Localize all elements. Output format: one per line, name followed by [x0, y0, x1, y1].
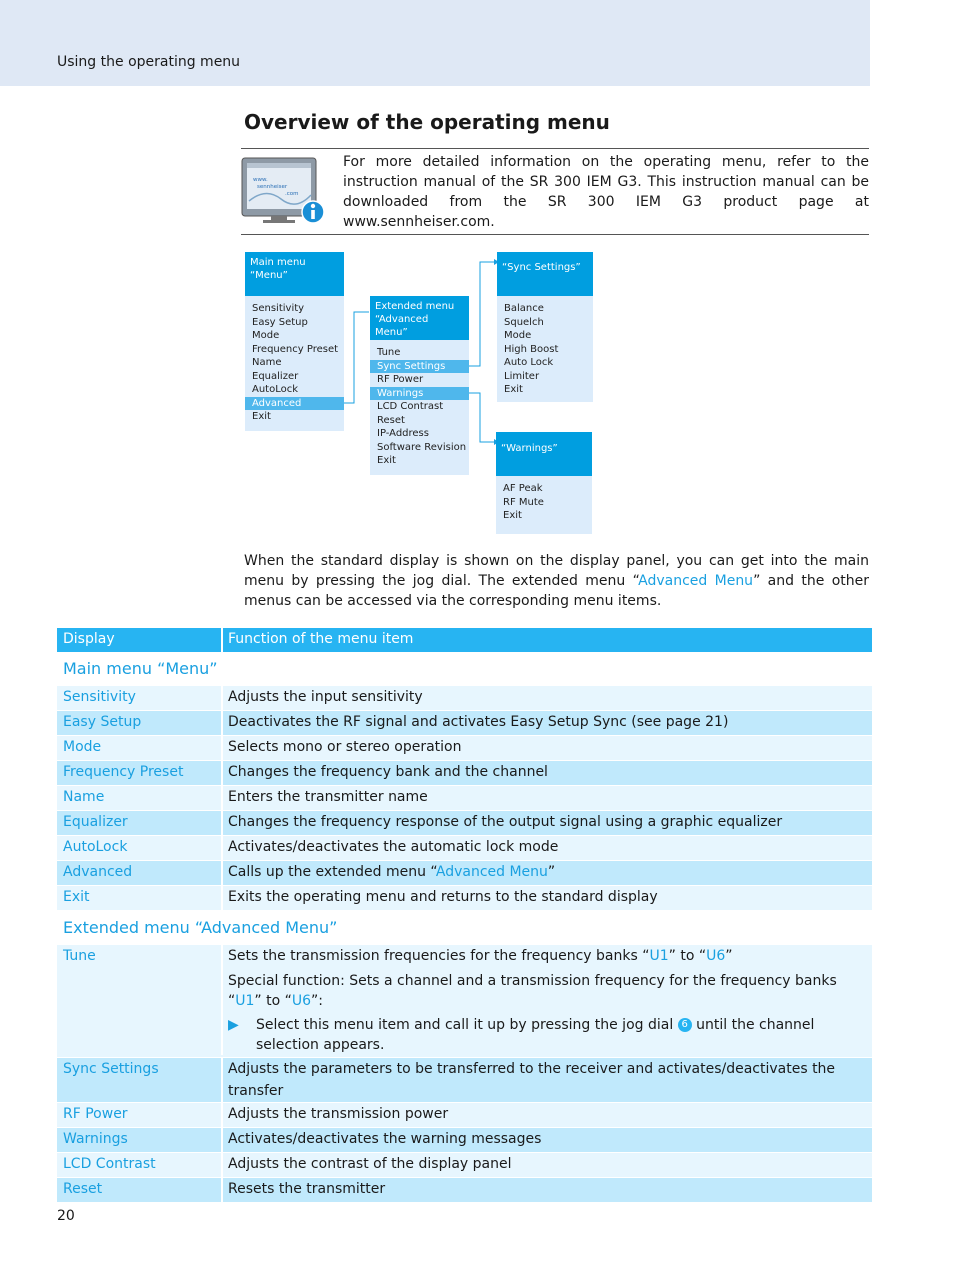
menu-item-name: RF Power	[57, 1103, 223, 1127]
menu-item-name: Equalizer	[57, 811, 223, 835]
table-row	[57, 811, 872, 836]
advanced-menu-ref: Advanced Menu	[435, 864, 548, 880]
table-row	[57, 761, 872, 786]
table-row	[57, 1103, 872, 1128]
menu-function-table	[57, 628, 872, 1203]
main-menu-item: Name	[252, 357, 282, 368]
menu-item-name: Name	[57, 786, 223, 810]
table-row	[57, 1178, 872, 1203]
warnings-item: AF Peak	[503, 483, 543, 494]
table-row	[57, 1058, 872, 1103]
main-menu-subtitle: “Menu”	[250, 270, 288, 281]
text: ” to “	[668, 948, 707, 964]
main-menu-item: Mode	[252, 330, 280, 341]
main-menu-item: Exit	[252, 411, 271, 422]
warnings-item: RF Mute	[503, 496, 544, 508]
menu-item-function: Deactivates the RF signal and activates Easy Setup Sync (see page 21)	[228, 714, 729, 730]
bank-u1: U1	[235, 993, 255, 1009]
text: Sets the transmission frequencies for the frequency banks “	[228, 948, 650, 964]
menu-item-function: Selects mono or stereo operation	[228, 739, 462, 755]
extended-menu-item: LCD Contrast	[377, 401, 444, 412]
table-row	[57, 1153, 872, 1178]
extended-menu-subtitle: “Advanced Menu”	[375, 314, 429, 338]
main-menu-title: Main menu	[250, 257, 306, 268]
tune-line-1	[228, 945, 872, 967]
sync-settings-item: Balance	[504, 303, 544, 314]
section-label: Using the operating menu	[57, 54, 241, 70]
info-text: For more detailed information on the operating menu, refer to the instruction manual of the SR 300 IEM G3. This instruction manual can be downloaded from the SR 300 IEM G3 product page at www.sennheiser.com.	[343, 154, 869, 230]
main-menu-group-title: Main menu “Menu”	[63, 659, 218, 678]
menu-item-name: Tune	[57, 945, 223, 1055]
top-rule	[241, 148, 869, 149]
extended-menu-item: Software Revision	[377, 441, 467, 453]
bank-u1: U1	[649, 948, 669, 964]
jog-dial-number-icon: 6	[678, 1018, 692, 1032]
extended-menu-header	[370, 296, 469, 340]
main-menu-item: Frequency Preset	[252, 343, 339, 355]
menu-item-function: Exits the operating menu and returns to the standard display	[228, 889, 658, 905]
table-row	[57, 1128, 872, 1153]
menu-item-function: Changes the frequency response of the output signal using a graphic equalizer	[228, 814, 783, 830]
menu-item-name: Sync Settings	[57, 1058, 223, 1102]
menu-item-function	[223, 945, 872, 1055]
text: ”	[725, 948, 733, 964]
main-menu-item: Easy Setup	[252, 316, 308, 328]
text: until the channel selection appears.	[256, 1017, 815, 1053]
bank-u6: U6	[291, 993, 312, 1009]
main-menu-item: AutoLock	[252, 384, 299, 395]
svg-text:.com: .com	[285, 191, 299, 197]
table-row-tune	[57, 945, 872, 1058]
main-menu-header	[245, 252, 344, 296]
table-row	[57, 736, 872, 761]
text: ” to “	[254, 993, 292, 1009]
menu-item-function	[223, 861, 872, 885]
text: ”:	[311, 993, 324, 1009]
intro-text-end: ” and the other menus can be accessed via the corresponding menu items.	[244, 573, 870, 609]
main-menu-item-highlighted: Advanced	[245, 397, 344, 411]
sync-settings-box	[497, 252, 593, 402]
warnings-box	[496, 432, 592, 534]
extended-menu-item: Tune	[377, 347, 401, 358]
table-row	[57, 861, 872, 886]
menu-item-function: Adjusts the transmission power	[228, 1106, 449, 1122]
menu-item-function: Activates/deactivates the warning messages	[228, 1131, 542, 1147]
extended-menu-item: Reset	[377, 414, 405, 426]
warnings-header: “Warnings”	[496, 432, 592, 476]
table-row	[57, 836, 872, 861]
intro-text: When the standard display is shown on the display panel, you can get into the main menu by pressing the jog dial. The extended menu “	[244, 553, 869, 589]
instruction-text	[256, 1015, 867, 1055]
intro-advanced-menu-ref: Advanced Menu	[638, 573, 754, 589]
menu-item-function: Adjusts the contrast of the display panel	[228, 1156, 512, 1172]
menu-item-name: AutoLock	[57, 836, 223, 860]
sync-settings-item: Limiter	[504, 370, 540, 382]
function-text: Calls up the extended menu “	[228, 864, 436, 880]
bank-u6: U6	[706, 948, 726, 964]
extended-menu-item: RF Power	[377, 374, 424, 385]
main-menu-item: Equalizer	[252, 370, 299, 382]
text: Select this menu item and call it up by pressing the jog dial	[256, 1017, 678, 1033]
header-band	[0, 0, 870, 86]
sync-settings-item: Squelch	[504, 316, 544, 328]
extended-menu-item-highlighted: Warnings	[370, 387, 469, 401]
extended-menu-group-title: Extended menu “Advanced Menu”	[63, 918, 338, 937]
sync-settings-item: Auto Lock	[504, 357, 554, 368]
menu-item-function: Adjusts the parameters to be transferred to the receiver and activates/deactivates the transfer	[228, 1061, 836, 1099]
menu-item-name: Advanced	[57, 861, 223, 885]
table-header	[57, 628, 872, 652]
sync-settings-header: “Sync Settings”	[497, 252, 593, 296]
menu-item-name: Warnings	[57, 1128, 223, 1152]
monitor-info-icon	[241, 157, 327, 225]
sync-settings-item: Mode	[504, 330, 532, 341]
sync-settings-item: High Boost	[504, 343, 559, 355]
extended-menu-item: Exit	[377, 455, 396, 466]
extended-menu-title: Extended menu	[375, 301, 455, 312]
main-menu-box	[245, 252, 344, 431]
menu-item-function: Adjusts the input sensitivity	[228, 689, 423, 705]
menu-item-name: Reset	[57, 1178, 223, 1202]
page-number: 20	[57, 1208, 75, 1224]
bottom-rule	[241, 234, 869, 235]
function-text-end: ”	[547, 864, 556, 880]
intro-paragraph	[244, 551, 869, 611]
svg-text:sennheiser: sennheiser	[257, 184, 288, 190]
menu-item-name: Easy Setup	[57, 711, 223, 735]
sync-settings-item: Exit	[504, 384, 523, 395]
menu-item-function: Resets the transmitter	[228, 1181, 386, 1197]
menu-item-name: Sensitivity	[57, 686, 223, 710]
extended-menu-item: IP-Address	[377, 428, 429, 439]
page-title: Overview of the operating menu	[244, 110, 610, 134]
menu-item-name: Mode	[57, 736, 223, 760]
svg-text:www.: www.	[253, 177, 268, 183]
menu-item-name: LCD Contrast	[57, 1153, 223, 1177]
table-row	[57, 886, 872, 911]
menu-item-function: Changes the frequency bank and the channel	[228, 764, 548, 780]
extended-menu-box	[370, 296, 469, 475]
menu-item-function: Activates/deactivates the automatic lock mode	[228, 839, 559, 855]
table-row	[57, 686, 872, 711]
extended-menu-item-highlighted: Sync Settings	[370, 360, 469, 374]
menu-item-name: Frequency Preset	[57, 761, 223, 785]
col-display-header: Display	[57, 628, 223, 652]
menu-item-name: Exit	[57, 886, 223, 910]
tune-special-function	[228, 971, 872, 1011]
table-row	[57, 711, 872, 736]
tune-instruction	[228, 1015, 872, 1055]
menu-item-function: Enters the transmitter name	[228, 789, 428, 805]
text: Special function: Sets a channel and a transmission frequency for the frequency banks “	[228, 973, 837, 1009]
col-function-header: Function of the menu item	[228, 631, 414, 647]
table-row	[57, 786, 872, 811]
main-menu-item: Sensitivity	[252, 303, 305, 314]
bullet-triangle-icon: ▶	[228, 1017, 239, 1033]
warnings-item: Exit	[503, 510, 522, 521]
